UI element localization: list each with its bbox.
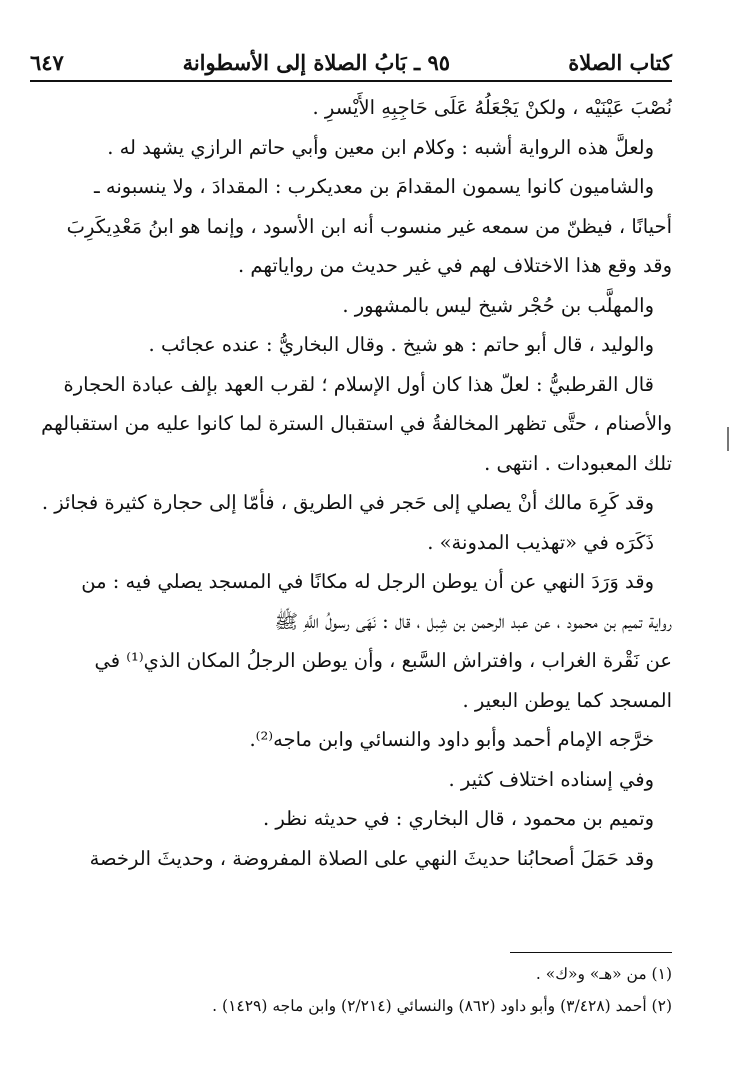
text-line: والمهلَّب بن حُجْر شيخ ليس بالمشهور . xyxy=(342,293,654,317)
text-line: نُصْبَ عَيْنَيْه ، ولكنْ يَجْعَلُهُ عَلَى حَاجِبِهِ الأَيْسرِ . xyxy=(312,96,672,119)
text-line: وتميم بن محمود ، قال البخاري : في حديثه نظر . xyxy=(262,807,654,830)
text-line: ولعلَّ هذه الرواية أشبه : وكلام ابن معين وأبي حاتم الرازي يشهد له . xyxy=(107,135,654,159)
chapter-title: ٩٥ ـ بَابُ الصلاة إلى الأسطوانة xyxy=(182,50,450,75)
text-line: وقد حَمَلَ أصحابُنا حديثَ النهي على الصلاة المفروضة ، وحديثَ الرخصة xyxy=(89,846,654,870)
text-line: ذَكَرَه في «تهذيب المدونة» . xyxy=(427,530,654,554)
text-line: رواية تميم بن محمود ، عن عبد الرحمن بن شِبل ، قال : نَهَى رسولُ اللَّهِ ﷺ xyxy=(274,609,672,633)
text-line: وقد كَرِهَ مالك أنْ يصلي إلى حَجر في الطريق ، فأمّا إلى حجارة كثيرة فجائز . xyxy=(41,491,654,514)
text-line: والوليد ، قال أبو حاتم : هو شيخ . وقال البخاريُّ : عنده عجائب . xyxy=(148,333,654,356)
text-line: تلك المعبودات . انتهى . xyxy=(484,451,672,475)
text-line: والأصنام ، حتَّى تظهر المخالفةُ في استقبال السترة لما كانوا عليه من استقبالهم xyxy=(41,412,672,435)
text-line: قال القرطبيُّ : لعلّ هذا كان أول الإسلام ؛ لقرب العهد بإلف عبادة الحجارة xyxy=(63,372,654,396)
text-line: المسجد كما يوطن البعير . xyxy=(462,688,672,712)
header-rule xyxy=(30,80,672,82)
text-line: وفي إسناده اختلاف كثير . xyxy=(448,767,654,791)
text-line: وقد وقع هذا الاختلاف لهم في غير حديث من رواياتهم . xyxy=(237,254,672,277)
main-text xyxy=(30,88,672,878)
running-header xyxy=(30,44,672,78)
text-line: عن نَقْرة الغراب ، وافتراش السَّبع ، وأن يوطن الرجلُ المكان الذي⁽¹⁾ في xyxy=(94,649,672,672)
footnote: (١) من «هـ» و«ك» . xyxy=(535,965,672,983)
footnote: (٢) أحمد (٣/٤٢٨) وأبو داود (٨٦٢) والنسائي (٢/٢١٤) وابن ماجه (١٤٢٩) . xyxy=(212,997,672,1015)
text-line: وقد وَرَدَ النهي عن أن يوطن الرجل له مكانًا في المسجد يصلي فيه : من xyxy=(81,570,654,593)
page-number: ٦٤٧ xyxy=(30,50,64,75)
text-line: أحيانًا ، فيظنّ من سمعه غير منسوب أنه ابن الأسود ، وإنما هو ابنُ مَعْدِيكَرِبَ xyxy=(66,214,672,238)
footnotes xyxy=(30,958,672,1022)
footnote-rule xyxy=(510,952,672,953)
scan-margin-mark xyxy=(727,427,729,451)
text-line: خرَّجه الإمام أحمد وأبو داود والنسائي وابن ماجه⁽²⁾. xyxy=(249,728,654,751)
text-line: والشاميون كانوا يسمون المقدامَ بن معديكرب : المقدادَ ، ولا ينسبونه ـ xyxy=(93,175,654,198)
book-title: كتاب الصلاة xyxy=(568,50,672,75)
